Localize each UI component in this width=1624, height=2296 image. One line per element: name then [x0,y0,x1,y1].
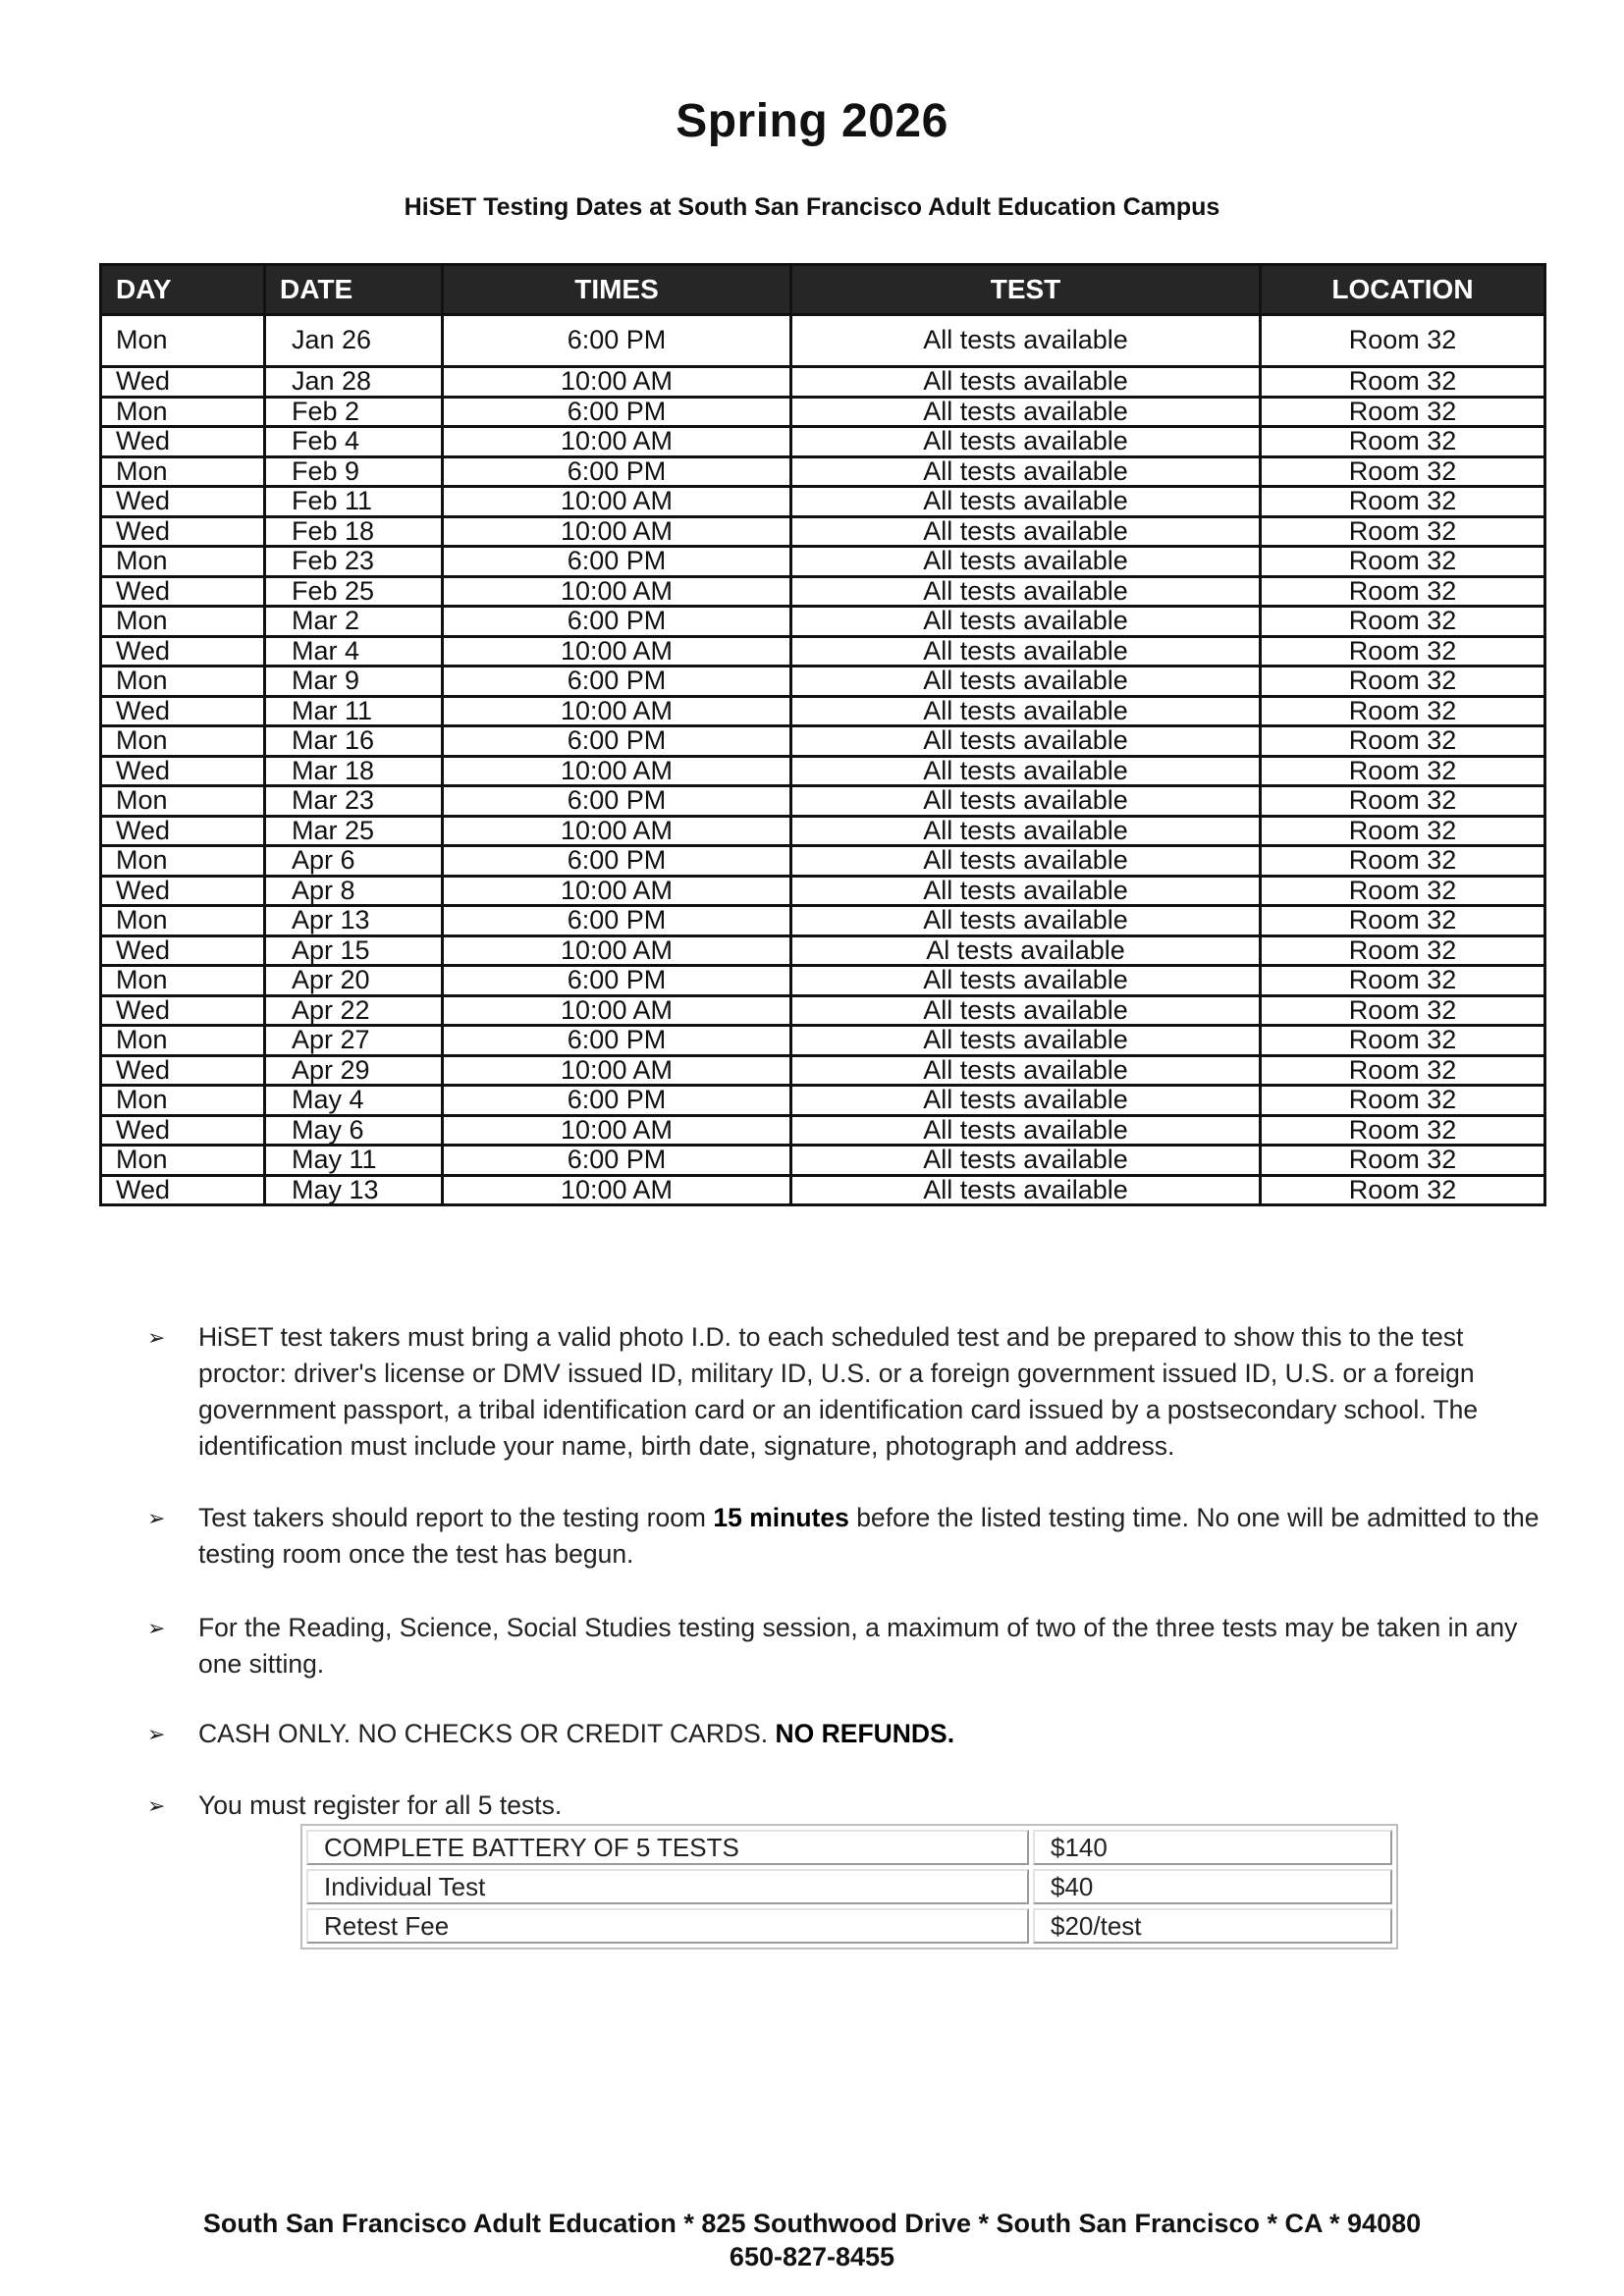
cell-time: 10:00 AM [443,636,791,667]
cell-time: 6:00 PM [443,846,791,877]
cell-time: 6:00 PM [443,547,791,577]
cell-location: Room 32 [1261,456,1545,487]
cell-location: Room 32 [1261,516,1545,547]
schedule-body [101,315,1545,1205]
fee-row [306,1908,1392,1944]
cell-day: Wed [101,487,265,517]
table-row [101,315,1545,367]
fee-row [306,1869,1392,1904]
cell-date: Apr 29 [265,1055,443,1086]
cell-date: Apr 27 [265,1026,443,1056]
cell-location: Room 32 [1261,427,1545,457]
cell-test: All tests available [791,846,1261,877]
cell-date: Feb 18 [265,516,443,547]
cell-day: Wed [101,995,265,1026]
cell-date: Mar 4 [265,636,443,667]
table-row [101,487,1545,517]
cell-location: Room 32 [1261,1026,1545,1056]
column-header-location: LOCATION [1261,265,1545,315]
cell-day: Mon [101,547,265,577]
cell-location: Room 32 [1261,636,1545,667]
cell-time: 6:00 PM [443,966,791,996]
table-row [101,756,1545,786]
cell-location: Room 32 [1261,876,1545,906]
cell-time: 6:00 PM [443,786,791,817]
cell-test: All tests available [791,397,1261,427]
cell-day: Wed [101,1175,265,1205]
table-row [101,1175,1545,1205]
cell-location: Room 32 [1261,397,1545,427]
cell-test: All tests available [791,607,1261,637]
column-header-day: DAY [101,265,265,315]
table-row [101,1146,1545,1176]
table-row [101,397,1545,427]
cell-date: Jan 28 [265,367,443,398]
cell-date: May 6 [265,1115,443,1146]
table-row [101,816,1545,846]
cell-day: Wed [101,756,265,786]
cell-time: 10:00 AM [443,427,791,457]
table-row [101,576,1545,607]
cell-day: Mon [101,1026,265,1056]
cell-day: Mon [101,1086,265,1116]
page-title: Spring 2026 [676,95,948,147]
table-row [101,456,1545,487]
cell-test: All tests available [791,876,1261,906]
cell-time: 10:00 AM [443,816,791,846]
table-row [101,726,1545,757]
cell-test: All tests available [791,516,1261,547]
cell-time: 10:00 AM [443,487,791,517]
cell-location: Room 32 [1261,315,1545,367]
cell-time: 10:00 AM [443,516,791,547]
cell-location: Room 32 [1261,367,1545,398]
cell-date: Mar 25 [265,816,443,846]
cell-date: May 4 [265,1086,443,1116]
note-emphasis: NO REFUNDS. [775,1719,955,1748]
cell-location: Room 32 [1261,696,1545,726]
cell-test: All tests available [791,756,1261,786]
cell-time: 6:00 PM [443,726,791,757]
cell-day: Wed [101,576,265,607]
cell-location: Room 32 [1261,995,1545,1026]
arrowhead-bullet-icon: ➢ [147,1506,166,1530]
table-row [101,876,1545,906]
table-row [101,966,1545,996]
cell-test: All tests available [791,1086,1261,1116]
table-row [101,696,1545,726]
table-row [101,935,1545,966]
cell-date: May 11 [265,1146,443,1176]
cell-day: Mon [101,456,265,487]
cell-location: Room 32 [1261,816,1545,846]
cell-day: Wed [101,816,265,846]
cell-day: Mon [101,906,265,936]
cell-day: Mon [101,315,265,367]
cell-test: All tests available [791,1146,1261,1176]
cell-test: All tests available [791,1115,1261,1146]
footer-address: South San Francisco Adult Education * 825 Southwood Drive * South San Francisco * CA * 94080 [202,2209,1422,2238]
cell-test: All tests available [791,456,1261,487]
arrowhead-bullet-icon: ➢ [147,1616,166,1640]
cell-date: Apr 13 [265,906,443,936]
cell-test: All tests available [791,966,1261,996]
cell-test: All tests available [791,576,1261,607]
cell-date: May 13 [265,1175,443,1205]
cell-time: 6:00 PM [443,1086,791,1116]
note-item [147,1500,1551,1573]
cell-date: Apr 20 [265,966,443,996]
cell-location: Room 32 [1261,1115,1545,1146]
cell-date: Apr 8 [265,876,443,906]
cell-time: 6:00 PM [443,456,791,487]
cell-date: Mar 23 [265,786,443,817]
note-emphasis: 15 minutes [713,1503,849,1532]
cell-date: Mar 18 [265,756,443,786]
cell-test: All tests available [791,667,1261,697]
note-text: For the Reading, Science, Social Studies testing session, a maximum of two of the three tests may be taken in any one sitting. [198,1613,1518,1679]
cell-day: Wed [101,1115,265,1146]
cell-date: Feb 2 [265,397,443,427]
note-text: You must register for all 5 tests. [198,1790,563,1820]
cell-test: All tests available [791,315,1261,367]
cell-location: Room 32 [1261,607,1545,637]
cell-time: 6:00 PM [443,1146,791,1176]
schedule-header-row [101,265,1545,315]
table-row [101,906,1545,936]
cell-location: Room 32 [1261,1146,1545,1176]
fee-price: $40 [1033,1869,1392,1904]
cell-date: Feb 23 [265,547,443,577]
note-text: before the listed testing time. No one will be admitted to the testing room once the test has begun. [198,1503,1540,1569]
note-item [147,1319,1551,1465]
cell-day: Wed [101,696,265,726]
cell-date: Feb 25 [265,576,443,607]
note-item [147,1610,1551,1682]
cell-time: 10:00 AM [443,935,791,966]
table-row [101,1055,1545,1086]
note-text: CASH ONLY. NO CHECKS OR CREDIT CARDS. [198,1719,776,1748]
cell-day: Mon [101,607,265,637]
schedule-table [99,263,1546,1206]
cell-time: 10:00 AM [443,995,791,1026]
cell-location: Room 32 [1261,1055,1545,1086]
table-row [101,1026,1545,1056]
cell-test: All tests available [791,906,1261,936]
cell-day: Mon [101,667,265,697]
cell-test: All tests available [791,1026,1261,1056]
cell-location: Room 32 [1261,786,1545,817]
table-row [101,427,1545,457]
cell-time: 10:00 AM [443,1115,791,1146]
fee-label: COMPLETE BATTERY OF 5 TESTS [306,1830,1029,1865]
cell-date: Feb 9 [265,456,443,487]
cell-test: All tests available [791,995,1261,1026]
cell-location: Room 32 [1261,726,1545,757]
cell-date: Feb 11 [265,487,443,517]
cell-day: Mon [101,846,265,877]
footer [0,2207,1624,2273]
cell-test: All tests available [791,816,1261,846]
note-text: Test takers should report to the testing room [198,1503,714,1532]
cell-day: Wed [101,876,265,906]
cell-date: Feb 4 [265,427,443,457]
cell-day: Wed [101,636,265,667]
cell-location: Room 32 [1261,1175,1545,1205]
cell-time: 10:00 AM [443,1055,791,1086]
cell-test: Al tests available [791,935,1261,966]
cell-location: Room 32 [1261,966,1545,996]
cell-test: All tests available [791,696,1261,726]
fee-price: $140 [1033,1830,1392,1865]
table-row [101,786,1545,817]
fee-price: $20/test [1033,1908,1392,1944]
cell-test: All tests available [791,636,1261,667]
table-row [101,995,1545,1026]
column-header-times: TIMES [443,265,791,315]
cell-test: All tests available [791,786,1261,817]
cell-date: Mar 9 [265,667,443,697]
cell-time: 10:00 AM [443,756,791,786]
note-item [147,1716,1551,1752]
cell-date: Mar 11 [265,696,443,726]
cell-location: Room 32 [1261,547,1545,577]
cell-location: Room 32 [1261,846,1545,877]
cell-time: 10:00 AM [443,367,791,398]
table-row [101,636,1545,667]
cell-date: Mar 2 [265,607,443,637]
cell-time: 6:00 PM [443,607,791,637]
cell-day: Wed [101,367,265,398]
table-row [101,547,1545,577]
cell-day: Wed [101,1055,265,1086]
fee-row [306,1830,1392,1865]
arrowhead-bullet-icon: ➢ [147,1793,166,1818]
cell-test: All tests available [791,367,1261,398]
arrowhead-bullet-icon: ➢ [147,1325,166,1350]
cell-test: All tests available [791,1175,1261,1205]
cell-date: Apr 15 [265,935,443,966]
cell-time: 6:00 PM [443,397,791,427]
cell-day: Wed [101,427,265,457]
cell-location: Room 32 [1261,935,1545,966]
fee-label: Individual Test [306,1869,1029,1904]
table-row [101,516,1545,547]
cell-test: All tests available [791,1055,1261,1086]
page-subtitle: HiSET Testing Dates at South San Francisco Adult Education Campus [404,193,1220,221]
cell-time: 10:00 AM [443,876,791,906]
footer-phone: 650-827-8455 [729,2242,895,2271]
notes-list [147,1319,1551,1824]
fees-table [300,1824,1398,1949]
cell-location: Room 32 [1261,667,1545,697]
arrowhead-bullet-icon: ➢ [147,1722,166,1746]
cell-date: Jan 26 [265,315,443,367]
column-header-date: DATE [265,265,443,315]
cell-time: 6:00 PM [443,1026,791,1056]
table-row [101,1115,1545,1146]
cell-time: 6:00 PM [443,315,791,367]
cell-time: 10:00 AM [443,576,791,607]
cell-location: Room 32 [1261,1086,1545,1116]
cell-test: All tests available [791,427,1261,457]
cell-location: Room 32 [1261,906,1545,936]
cell-date: Mar 16 [265,726,443,757]
cell-time: 6:00 PM [443,906,791,936]
cell-time: 6:00 PM [443,667,791,697]
table-row [101,1086,1545,1116]
cell-date: Apr 6 [265,846,443,877]
cell-day: Mon [101,397,265,427]
table-row [101,367,1545,398]
table-row [101,667,1545,697]
cell-test: All tests available [791,726,1261,757]
table-row [101,607,1545,637]
cell-time: 10:00 AM [443,696,791,726]
note-item [147,1788,1551,1824]
cell-location: Room 32 [1261,487,1545,517]
cell-day: Mon [101,966,265,996]
cell-day: Mon [101,726,265,757]
cell-location: Room 32 [1261,576,1545,607]
fee-label: Retest Fee [306,1908,1029,1944]
cell-location: Room 32 [1261,756,1545,786]
cell-day: Mon [101,786,265,817]
cell-time: 10:00 AM [443,1175,791,1205]
cell-date: Apr 22 [265,995,443,1026]
table-row [101,846,1545,877]
cell-day: Wed [101,516,265,547]
cell-day: Mon [101,1146,265,1176]
cell-day: Wed [101,935,265,966]
column-header-test: TEST [791,265,1261,315]
cell-test: All tests available [791,547,1261,577]
cell-test: All tests available [791,487,1261,517]
note-text: HiSET test takers must bring a valid photo I.D. to each scheduled test and be prepared to show this to the test proctor: driver's license or DMV issued ID, military ID, U.S. or a foreign government issued ID, U.S. or a foreign government passport, a tribal identification card or an identification card issued by a postsecondary school. The identification must include your name, birth date, signature, photograph and address. [198,1322,1479,1461]
